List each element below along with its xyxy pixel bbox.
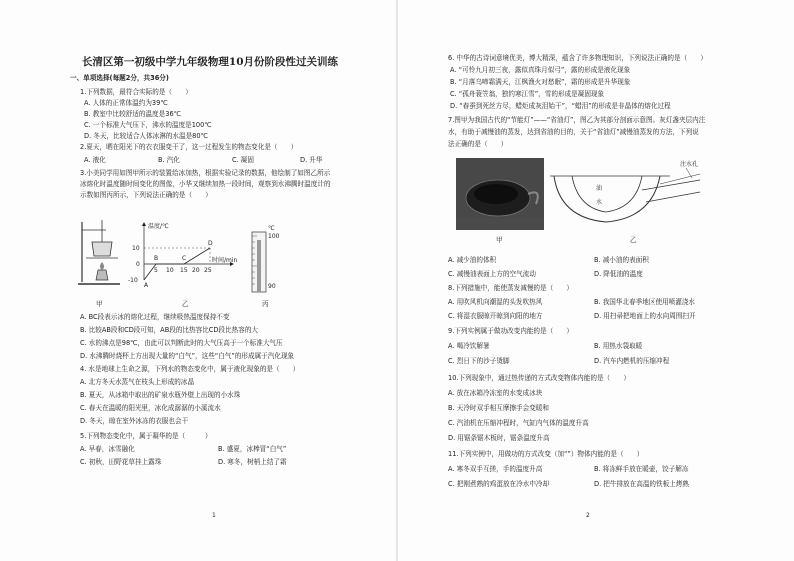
q3-figure-apparatus xyxy=(76,218,126,292)
q3-caption-yi: 乙 xyxy=(182,300,189,308)
q1-option-a: A. 人体的正常体温约为39℃ xyxy=(84,99,168,107)
q3-stem-line3: 示数如图丙所示，下列说法正确的是（ ） xyxy=(80,191,212,199)
q8-option-a: A. 用吹风机向潮湿的头发吹热风 xyxy=(448,298,543,306)
graph-point-b: B xyxy=(154,255,159,262)
q7-figure-lamp-photo xyxy=(456,158,544,230)
q7-stem-line2: 水，有助于减慢油的蒸发，达到省油的目的，关于“省油灯”减慢油蒸发的方法，下列说 xyxy=(448,128,699,136)
q6-stem: 6. 中华的古诗词意境优美，博大精深，蕴含了许多物理知识，下列说法正确的是（ ） xyxy=(448,54,707,62)
page-number-2: 2 xyxy=(586,512,590,519)
q8-option-d: D. 用扫帚把地面上的水向周围扫开 xyxy=(594,312,696,320)
q7-figure-lamp-section xyxy=(550,160,730,232)
graph-x-tick-10: 10 xyxy=(166,267,174,274)
q3-stem-line2: 冰熔化时温度随时间变化的图像，小华又继续加热一段时间，观察到水沸腾时温度计的 xyxy=(80,180,331,188)
graph-point-d: D xyxy=(208,240,213,247)
q10-option-d: D. 用锯条锯木板时，锯条温度升高 xyxy=(448,434,550,442)
q5-option-c: C. 初秋，田野花草挂上露珠 xyxy=(80,458,162,466)
q3-option-a: A. BC段表示冰的熔化过程，继续吸热温度保持不变 xyxy=(80,313,230,321)
q4-option-b: B. 夏天，从冰箱中取出的矿泉水瓶外壁上出现的小水珠 xyxy=(80,391,241,399)
q3-caption-bing: 丙 xyxy=(262,300,269,308)
q1-option-c: C. 一个标准大气压下，沸水的温度是100℃ xyxy=(84,121,212,129)
q3-option-d: D. 水沸腾时烧杯上方出现大量的“白气”，这些“白气”的形成属于汽化现象 xyxy=(80,352,295,360)
q6-option-a: A. “可怜九月初三夜，露似真珠月似弓”，露的形成是液化现象 xyxy=(450,66,631,74)
graph-x-tick-20: 20 xyxy=(192,267,200,274)
graph-y-tick-0: 0 xyxy=(136,261,140,268)
q1-stem: 1.下列数据，最符合实际的是（ ） xyxy=(80,88,192,96)
q10-stem: 10.下列现象中，通过热传递的方式改变物体内能的是（ ） xyxy=(448,374,630,382)
q6-option-c: C. “孤舟蓑笠翁，独钓寒江雪”，雪的形成是凝固现象 xyxy=(450,90,605,98)
q4-option-c: C. 春天在温暖的阳光里，冰化成潺潺的小溪流水 xyxy=(80,404,221,412)
lamp-label-water: 水 xyxy=(596,199,603,206)
q8-option-c: C. 将湿衣服晾开晾到向阳的地方 xyxy=(448,312,543,320)
q9-option-c: C. 烈日下的沙子烫脚 xyxy=(448,357,510,365)
q10-option-b: B. 天冷时双手相互摩擦手会变暖和 xyxy=(448,404,550,412)
q2-option-d: D. 升华 xyxy=(300,156,323,164)
q3-stem-line1: 3.小美同学用如图甲所示的装置给冰加热，根据实验记录的数据，他绘制了如图乙所示 xyxy=(80,169,331,177)
q7-stem-line1: 7.图甲为我国古代的“节能灯”——“省油灯”，图乙为其部分剖面示意图。灰灯盏夹层内注 xyxy=(448,116,706,124)
thermometer-tick-90: 90 xyxy=(268,283,276,290)
thermometer-unit: ℃ xyxy=(268,225,275,232)
q7-option-c: C. 减慢油表面上方的空气流动 xyxy=(448,270,536,278)
lamp-label-hole: 注水孔 xyxy=(680,161,699,168)
exam-page-2 xyxy=(398,0,794,561)
lamp-label-oil: 油 xyxy=(596,185,603,192)
q4-option-a: A. 北方冬天水蒸气在枝头上形成的冰晶 xyxy=(80,378,195,386)
graph-y-tick-10: 10 xyxy=(132,245,140,252)
graph-x-tick-25: 25 xyxy=(204,267,212,274)
q2-option-b: B. 汽化 xyxy=(158,156,180,164)
q5-option-b: B. 盛夏，冰棒冒“白气” xyxy=(218,445,287,453)
q4-option-d: D. 冬天，晾在室外冰冻的衣服也会干 xyxy=(80,417,189,425)
q1-option-d: D. 冬天，比较适合人体冰淋的水温是80℃ xyxy=(84,132,208,140)
q11-option-a: A. 寒冬双手互搓，手的温度升高 xyxy=(448,465,543,473)
q7-stem-line3: 法正确的是（ ） xyxy=(448,140,508,148)
q7-caption-yi: 乙 xyxy=(630,236,637,244)
graph-point-a: A xyxy=(144,282,149,288)
q3-caption-jia: 甲 xyxy=(96,300,103,308)
q5-option-a: A. 早春，冰雪融化 xyxy=(80,445,135,453)
q10-option-a: A. 放在冰箱冷冻室的水变成冰块 xyxy=(448,389,543,397)
graph-point-c: C xyxy=(182,255,187,262)
q11-stem: 11.下列实例中，用做功的方式改变（加“”）物体内能的是（ ） xyxy=(448,450,644,458)
graph-x-label: 时间/min xyxy=(212,257,238,264)
q6-option-b: B. “月落乌啼霜满天，江枫渔火对愁眠”，霜的形成是升华现象 xyxy=(450,78,631,86)
q2-stem: 2.夏天，晒在阳光下的衣衣服变干了，这一过程发生的物态变化是（ ） xyxy=(80,143,298,151)
q11-option-b: B. 将冻鲜手放在暖壶，饺子解冻 xyxy=(594,465,689,473)
q4-stem: 4. 水是地球上生命之源，下列水的物态变化中，属于液化现象的是（ ） xyxy=(80,365,300,373)
q5-option-d: D. 寒冬，树梢上结了霜 xyxy=(218,458,287,466)
q7-caption-jia: 甲 xyxy=(496,236,503,244)
q2-option-a: A. 液化 xyxy=(84,156,106,164)
q5-stem: 5.下列物态变化中，属于凝华的是（ ） xyxy=(80,432,212,440)
section-heading: 一、单项选择(每题2分，共36分) xyxy=(70,74,169,82)
exam-page-1 xyxy=(0,0,396,561)
q9-option-d: D. 汽车内燃机的压缩冲程 xyxy=(594,357,670,365)
q7-option-d: D. 降低油的温度 xyxy=(594,270,643,278)
q9-option-a: A. 喝冷饮解暑 xyxy=(448,342,490,350)
exam-title: 长清区第一初级中学九年级物理10月份阶段性过关训练 xyxy=(81,56,339,68)
q3-option-b: B. 比较AB段和CD段可知，AB段的比热容比CD段比热容的大 xyxy=(80,326,259,334)
q7-option-a: A. 减少油的体积 xyxy=(448,256,497,264)
q3-figure-graph xyxy=(128,220,238,288)
q9-option-b: B. 用热水袋取暖 xyxy=(594,342,643,350)
q8-option-b: B. 我国华北春季地区使用喷灌浇水 xyxy=(594,298,696,306)
q11-option-d: D. 把牛排放在高温的铁板上烤熟 xyxy=(594,480,689,488)
page-number-1: 1 xyxy=(212,512,216,519)
q2-option-c: C. 凝固 xyxy=(232,156,254,164)
q10-option-c: C. 汽油机在压缩冲程时，气缸内气体的温度升高 xyxy=(448,419,589,427)
graph-x-tick-5: 5 xyxy=(154,267,158,274)
graph-x-tick-15: 15 xyxy=(180,267,188,274)
q11-option-c: C. 把刚煮熟的鸡蛋放在冷水中冷却 xyxy=(448,480,550,488)
q3-option-c: C. 水的沸点是98℃，由此可以判断此时的大气压高于一个标准大气压 xyxy=(80,339,283,347)
q3-figure-thermometer xyxy=(240,222,284,294)
q7-option-b: B. 减小油的表面积 xyxy=(594,256,649,264)
q6-option-d: D. “春蚕到死丝方尽，蜡炬成灰泪始干”，“蜡泪”的形成是非晶体的熔化过程 xyxy=(450,102,671,110)
graph-segment-cd xyxy=(184,248,210,264)
q1-option-b: B. 教室中比较舒适的温度是36℃ xyxy=(84,110,182,118)
q9-stem: 9.下列实例属于做功改变内能的是（ ） xyxy=(448,327,573,335)
q8-stem: 8.下列措施中，能使蒸发减慢的是（ ） xyxy=(448,284,573,292)
thermometer-tick-100: 100 xyxy=(268,233,280,240)
graph-y-label: 温度/℃ xyxy=(148,223,169,230)
graph-y-tick-neg10: -10 xyxy=(128,277,138,284)
